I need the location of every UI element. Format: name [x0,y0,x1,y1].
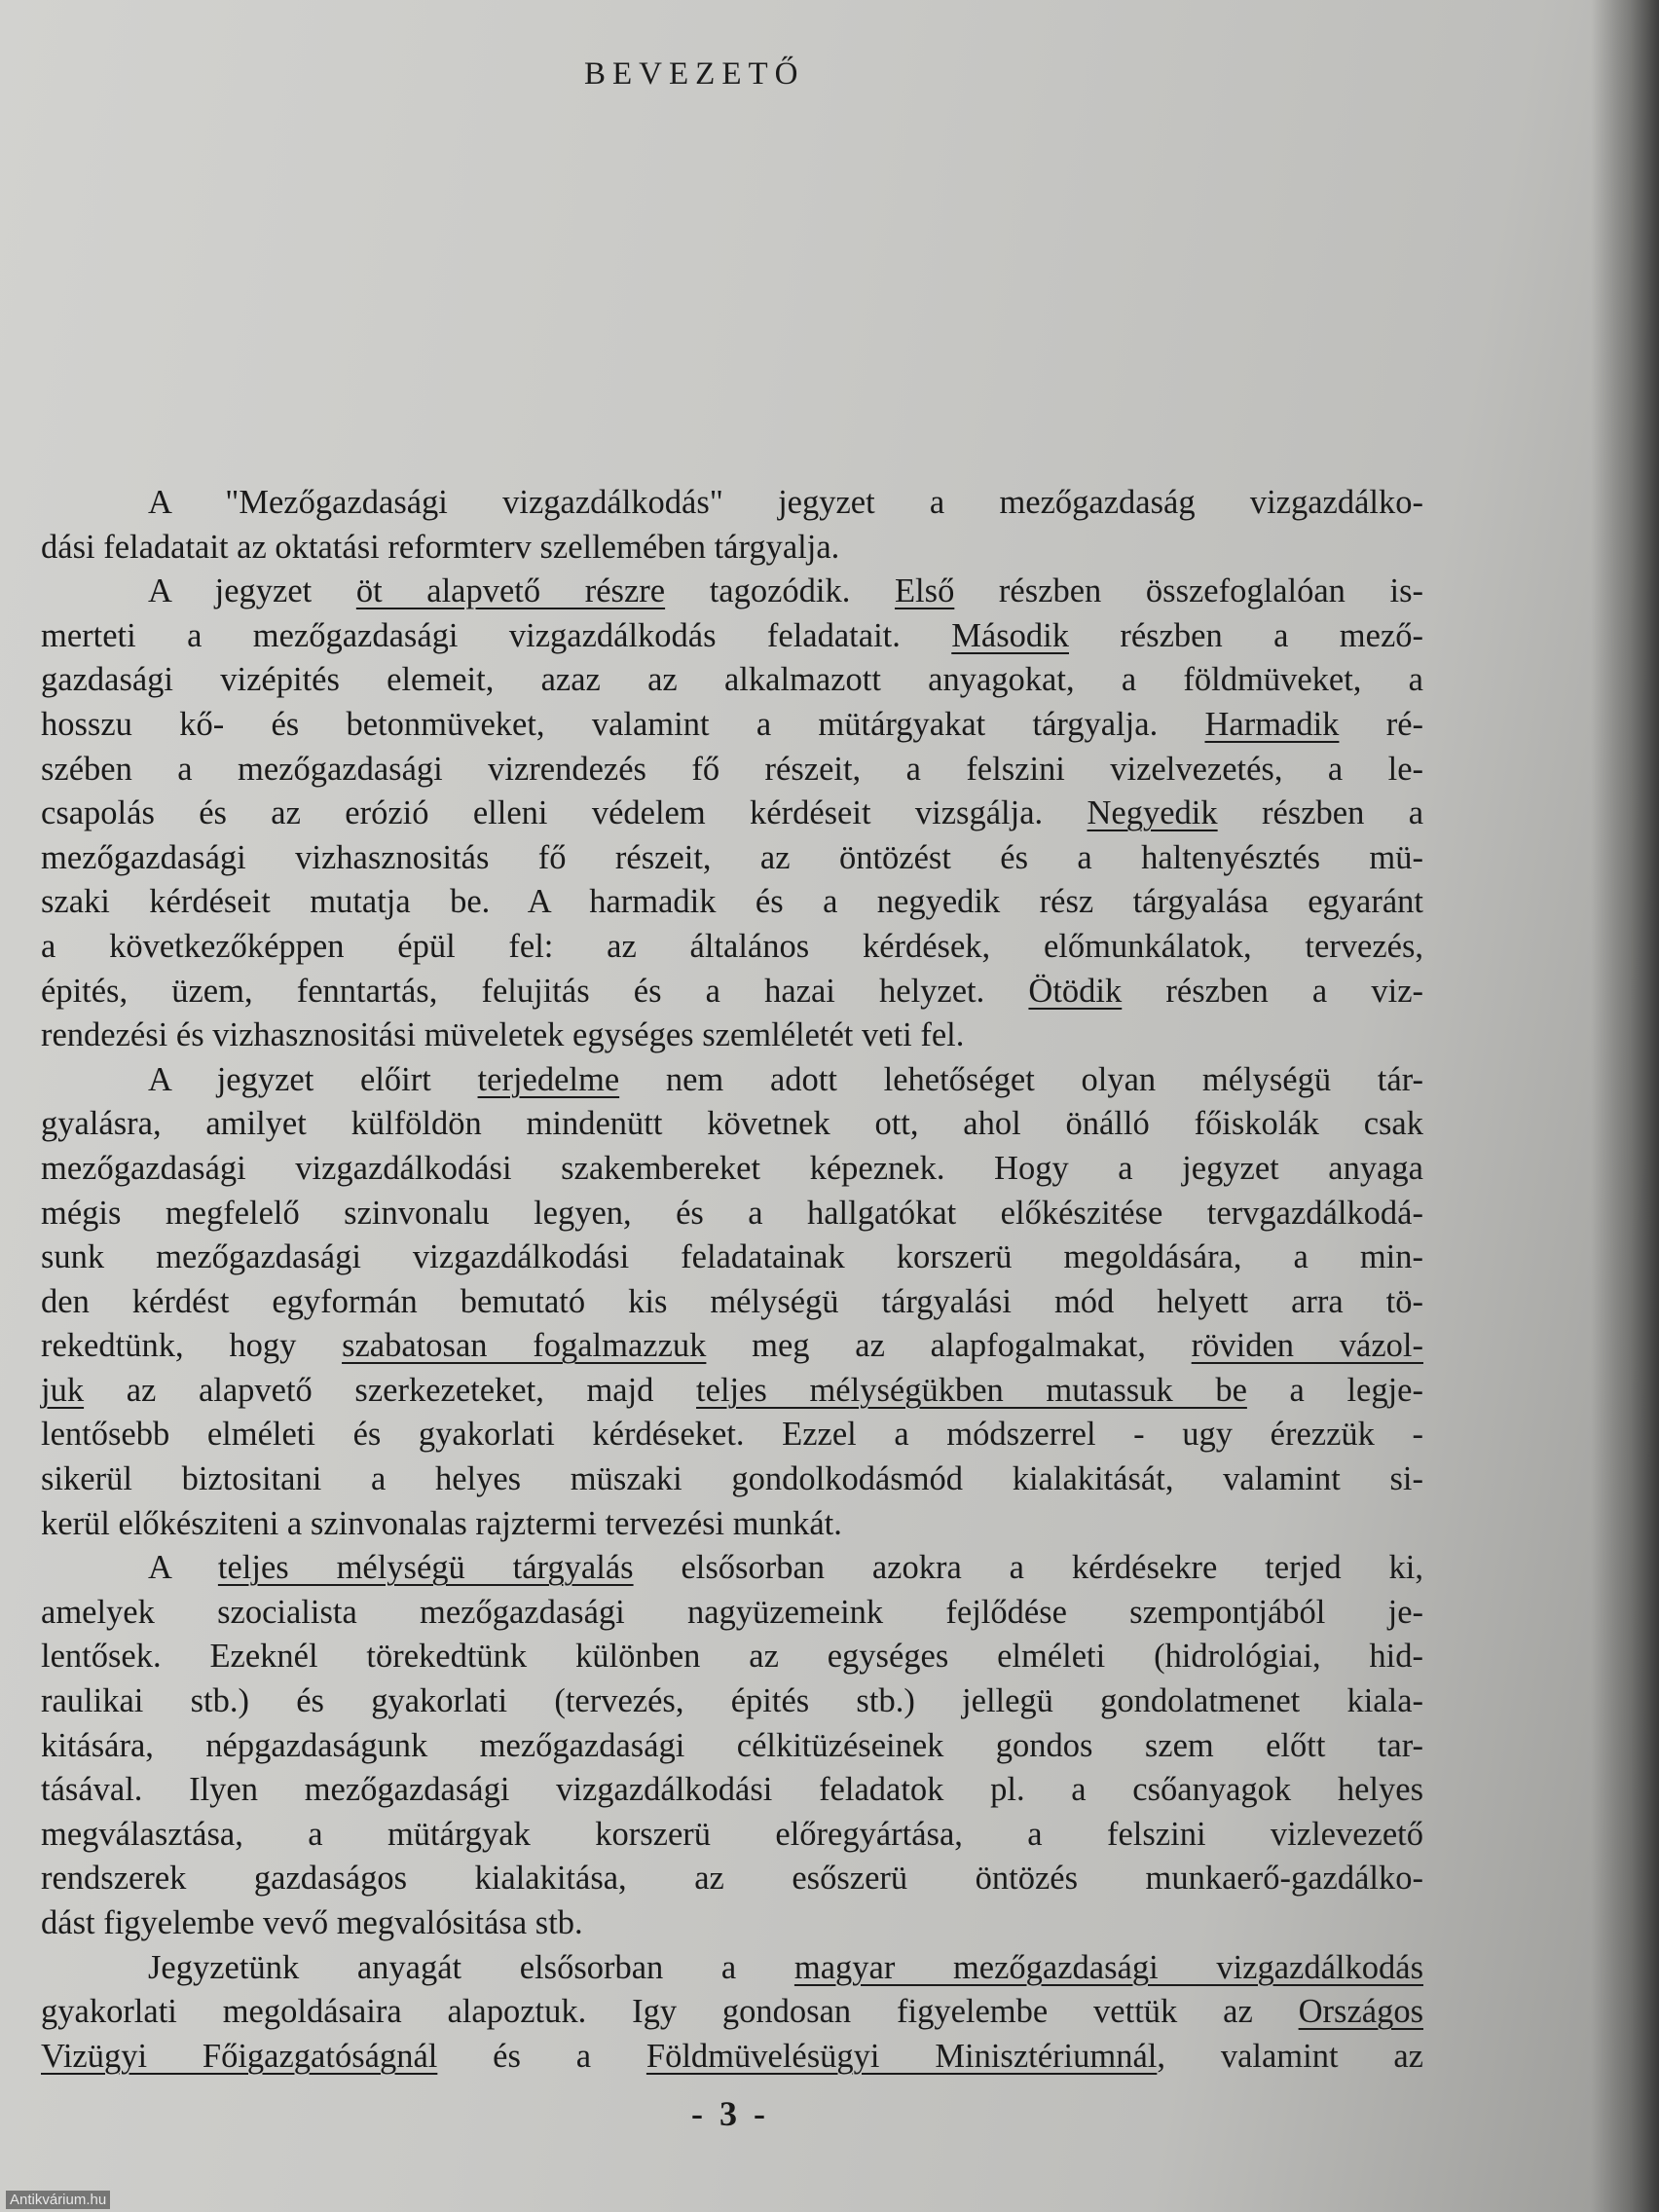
text-segment: részben összefoglalóan is- [954,572,1424,610]
text-segment: és a [437,2037,646,2075]
text-line [41,1235,1423,1280]
text-segment: szében a mezőgazdasági vizrendezés fő részeit, a felszini vizelvezetés, a le- [41,750,1423,788]
text-segment: sunk mezőgazdasági vizgazdálkodási feladatainak korszerü megoldására, a min- [41,1238,1423,1276]
text-segment: kerül előkésziteni a szinvonalas rajztermi tervezési munkát. [41,1504,842,1542]
text-line [41,570,1423,614]
text-segment: elsősorban azokra a kérdésekre terjed ki, [633,1549,1423,1587]
text-line [41,703,1423,748]
text-line [41,1369,1423,1414]
site-watermark: Antikvárium.hu [6,2191,110,2209]
text-line [41,1679,1423,1724]
text-segment: nem adott lehetőséget olyan mélységü tár- [619,1060,1423,1098]
page-edge-shadow [1591,0,1659,2212]
text-line [41,1813,1423,1858]
text-line [41,1457,1423,1502]
text-line [41,1192,1423,1236]
text-segment: lentősebb elméleti és gyakorlati kérdéseket. Ezzel a módszerrel - ugy érezzük - [41,1416,1423,1454]
text-line [41,1946,1423,1991]
text-segment: ré- [1339,705,1424,743]
text-line [41,1768,1423,1813]
text-segment: dási feladatait az oktatási reformterv szellemében tárgyalja. [41,528,840,566]
text-segment: raulikai stb.) és gyakorlati (tervezés, épités stb.) jellegü gondolatmenet kiala- [41,1682,1423,1720]
text-segment: den kérdést egyformán bemutató kis mélységü tárgyalási mód helyett arra tö- [41,1282,1423,1320]
text-line [41,658,1423,703]
text-line [41,1724,1423,1769]
text-segment: sikerül biztositani a helyes müszaki gondolkodásmód kialakitását, valamint si- [41,1460,1423,1498]
text-segment: gyalásra, amilyet külföldön mindenütt követnek ott, ahol önálló főiskolák csak [41,1105,1423,1143]
text-segment: mégis megfelelő szinvonalu legyen, és a hallgatókat előkészitése tervgazdálkodá- [41,1194,1423,1232]
text-segment: az alapvető szerkezeteket, majd [84,1371,697,1409]
text-segment: A "Mezőgazdasági vizgazdálkodás" jegyzet a mezőgazdaság vizgazdálko- [148,484,1423,521]
underlined-phrase: Országos [1298,1993,1423,2031]
text-line [41,1857,1423,1901]
underlined-phrase: Negyedik [1087,794,1218,832]
text-segment: mezőgazdasági vizgazdálkodási szakembereket képeznek. Hogy a jegyzet anyaga [41,1149,1423,1187]
underlined-phrase: Földmüvelésügyi Minisztériumnál [645,2037,1158,2075]
text-segment: szaki kérdéseit mutatja be. A harmadik és a negyedik rész tárgyalása egyaránt [41,883,1423,921]
text-segment: a következőképpen épül fel: az általános kérdések, előmunkálatok, tervezés, [41,927,1423,965]
body-text [41,481,1423,2079]
text-segment: tásával. Ilyen mezőgazdasági vizgazdálkodási feladatok pl. a csőanyagok helyes [41,1771,1423,1809]
text-line [41,970,1423,1014]
text-line [41,1102,1423,1147]
text-segment: hosszu kő- és betonmüveket, valamint a mütárgyakat tárgyalja. [41,705,1205,743]
text-line [41,1324,1423,1369]
text-segment: Jegyzetünk anyagát elsősorban a [148,1948,794,1986]
text-segment: gyakorlati megoldásaira alapoztuk. Igy gondosan figyelembe vettük az [41,1993,1299,2031]
text-segment: lentősek. Ezeknél törekedtünk különben az egységes elméleti (hidrológiai, hid- [41,1638,1423,1676]
text-segment: rekedtünk, hogy [41,1327,343,1365]
text-segment: , valamint az [1157,2037,1423,2075]
text-line [41,526,1423,571]
text-line [41,1280,1423,1325]
text-segment: A jegyzet [148,572,356,610]
underlined-phrase: teljes mélységü tárgyalás [217,1549,634,1587]
text-segment: A [148,1549,218,1587]
text-segment: rendezési és vizhasznositási müveletek egységes szemléletét veti fel. [41,1016,965,1054]
text-line [41,1990,1423,2035]
text-segment: részben a viz- [1122,972,1423,1010]
underlined-phrase: Vizügyi Főigazgatóságnál [41,2037,438,2075]
underlined-phrase: Második [951,616,1069,654]
text-line [41,836,1423,881]
text-line [41,1546,1423,1591]
text-line [41,792,1423,836]
text-line [41,481,1423,526]
text-line [41,925,1423,970]
text-line [41,1147,1423,1192]
underlined-phrase: Ötödik [1028,972,1123,1010]
text-segment: csapolás és az erózió elleni védelem kérdéseit vizsgálja. [41,794,1088,832]
text-line [41,1635,1423,1679]
text-line [41,1502,1423,1547]
text-line [41,614,1423,659]
underlined-phrase: juk [41,1371,85,1409]
text-line [41,1591,1423,1636]
underlined-phrase: terjedelme [477,1060,620,1098]
underlined-phrase: Harmadik [1204,705,1340,743]
text-segment: merteti a mezőgazdasági vizgazdálkodás feladatait. [41,616,952,654]
text-line [41,2035,1423,2080]
underlined-phrase: röviden vázol- [1191,1327,1423,1365]
text-segment: a legje- [1246,1371,1423,1409]
text-segment: épités, üzem, fenntartás, felujitás és a hazai helyzet. [41,972,1029,1010]
text-line [41,748,1423,793]
text-line [41,880,1423,925]
text-segment: részben a [1217,794,1424,832]
text-segment: A jegyzet előirt [148,1060,478,1098]
text-line [41,1058,1423,1103]
text-segment: megválasztása, a mütárgyak korszerü előregyártása, a felszini vizlevezető [41,1815,1423,1853]
underlined-phrase: teljes mélységükben mutassuk be [696,1371,1247,1409]
text-line [41,1014,1423,1058]
text-segment: gazdasági vizépités elemeit, azaz az alkalmazott anyagokat, a földmüveket, a [41,661,1423,699]
text-line [41,1901,1423,1946]
text-segment: tagozódik. [665,572,895,610]
text-segment: rendszerek gazdaságos kialakitása, az esőszerü öntözés munkaerő-gazdálko- [41,1860,1423,1898]
text-segment: részben a mező- [1069,616,1423,654]
text-segment: amelyek szocialista mezőgazdasági nagyüzemeink fejlődése szempontjából je- [41,1593,1423,1631]
text-segment: mezőgazdasági vizhasznositás fő részeit, az öntözést és a haltenyésztés mü- [41,838,1423,876]
underlined-phrase: magyar mezőgazdasági vizgazdálkodás [793,1948,1423,1986]
underlined-phrase: Első [894,572,955,610]
page-number: - 3 - [691,2094,769,2133]
underlined-phrase: öt alapvető részre [355,572,666,610]
text-segment: dást figyelembe vevő megvalósitása stb. [41,1904,583,1941]
text-line [41,1413,1423,1457]
text-segment: kitására, népgazdaságunk mezőgazdasági célkitüzéseinek gondos szem előtt tar- [41,1726,1423,1764]
underlined-phrase: szabatosan fogalmazzuk [342,1327,707,1365]
page-heading: BEVEZETŐ [584,56,805,92]
text-segment: meg az alapfogalmakat, [706,1327,1192,1365]
